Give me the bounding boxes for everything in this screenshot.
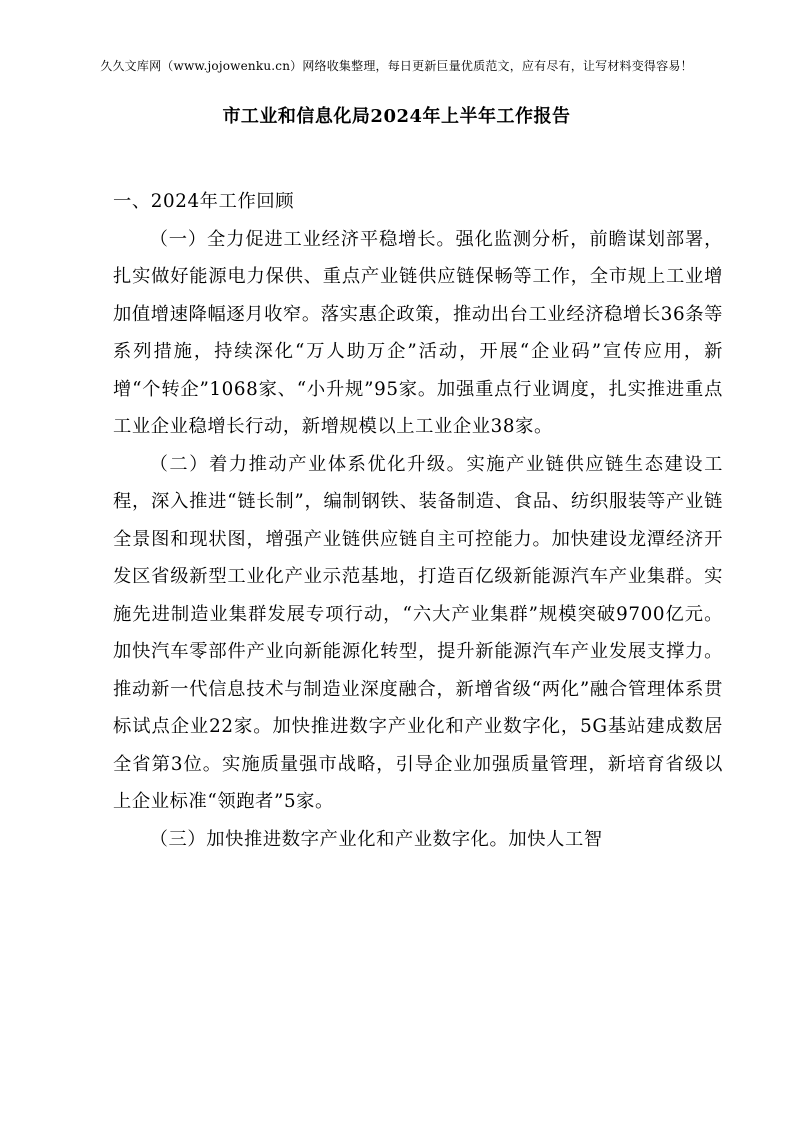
document-title: 市工业和信息化局2024年上半年工作报告: [222, 106, 571, 127]
site-banner: 久久文库网（www.jojowenku.cn）网络收集整理，每日更新巨量优质范文，应有尽有，让写材料变得容易！: [100, 59, 693, 73]
document-body: [113, 183, 723, 858]
paragraph-3: （三）加快推进数字产业化和产业数字化。加快人工智: [149, 828, 603, 850]
section-heading: 一、2024年工作回顾: [113, 191, 295, 212]
paragraph-1: （一）全力促进工业经济平稳增长。强化监测分析，前瞻谋划部署，扎实做好能源电力保供、重点产业链供应链保畅等工作，全市规上工业增加值增速降幅逐月收窄。落实惠企政策，推动出台工业经济稳增长36条等系列措施，持续深化“万人助万企”活动，开展“企业码”宣传应用，新增“个转企”1068家、“小升规”95家。加强重点行业调度，扎实推进重点工业企业稳增长行动，新增规模以上工业企业38家。: [113, 228, 723, 437]
paragraph-2: （二）着力推动产业体系优化升级。实施产业链供应链生态建设工程，深入推进“链长制”，编制钢铁、装备制造、食品、纺织服装等产业链全景图和现状图，增强产业链供应链自主可控能力。加快建设龙潭经济开发区省级新型工业化产业示范基地，打造百亿级新能源汽车产业集群。实施先进制造业集群发展专项行动，“六大产业集群”规模突破9700亿元。加快汽车零部件产业向新能源化转型，提升新能源汽车产业发展支撑力。推动新一代信息技术与制造业深度融合，新增省级“两化”融合管理体系贯标试点企业22家。加快推进数字产业化和产业数字化，5G基站建成数居全省第3位。实施质量强市战略，引导企业加强质量管理，新培育省级以上企业标准“领跑者”5家。: [113, 453, 723, 812]
